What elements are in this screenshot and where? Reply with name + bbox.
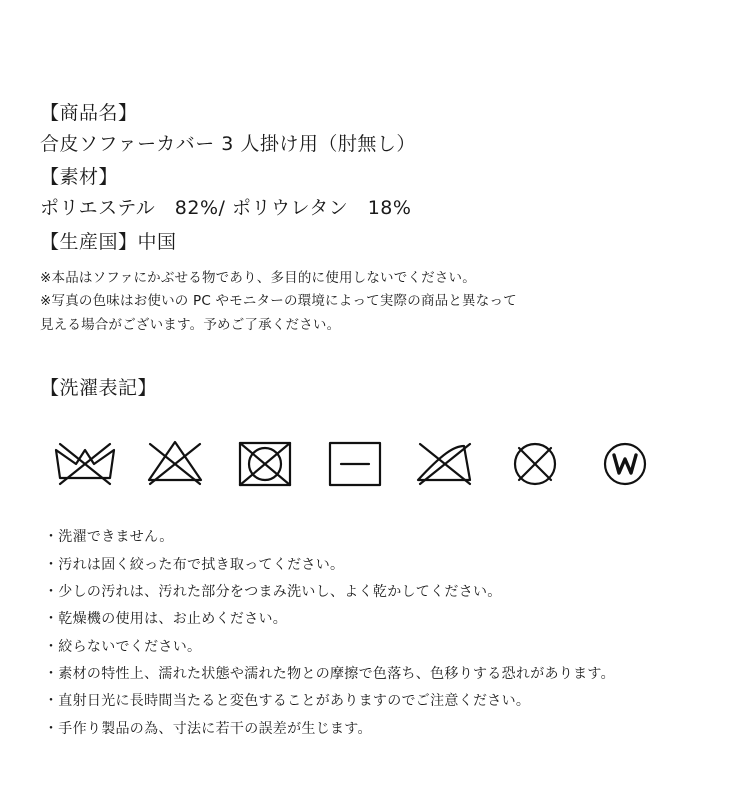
flat-dry-symbol xyxy=(318,428,392,490)
disclaimer-note-1: ※本品はソファにかぶせる物であり、多目的に使用しないでください。 xyxy=(40,269,476,286)
disclaimer-note-2: ※写真の色味はお使いの PC やモニターの環境によって実際の商品と異なって xyxy=(40,293,517,310)
care-instruction-list xyxy=(40,524,700,742)
list-item: ・直射日光に長時間当たると変色することがありますのでご注意ください。 xyxy=(44,693,531,710)
no-bleaching-symbol xyxy=(138,428,212,490)
wet-clean-symbol xyxy=(588,428,662,490)
list-item: ・洗濯できません。 xyxy=(44,529,174,546)
no-dry-clean-symbol xyxy=(498,428,572,490)
no-washing-symbol xyxy=(48,428,122,490)
list-item: ・乾燥機の使用は、お止めください。 xyxy=(44,611,288,628)
no-tumble-dry-symbol xyxy=(228,428,302,490)
material-value: ポリエステル 82%/ ポリウレタン 18% xyxy=(40,196,412,219)
list-item: ・素材の特性上、濡れた状態や濡れた物との摩擦で色落ち、色移りする恐れがあります。 xyxy=(44,665,615,682)
product-name-label: 【商品名】 xyxy=(40,102,138,124)
wash-symbol-row xyxy=(40,428,700,490)
list-item: ・汚れは固く絞った布で拭き取ってください。 xyxy=(44,556,345,573)
wash-care-heading: 【洗濯表記】 xyxy=(40,377,158,400)
product-name-value: 合皮ソファーカバー 3 人掛け用（肘無し） xyxy=(40,132,416,155)
list-item: ・少しの汚れは、汚れた部分をつまみ洗いし、よく乾かしてください。 xyxy=(44,584,502,601)
no-iron-symbol xyxy=(408,428,482,490)
disclaimer-notes xyxy=(40,267,700,338)
list-item: ・絞らないでください。 xyxy=(44,638,202,655)
origin-line: 【生産国】中国 xyxy=(40,231,177,254)
list-item: ・手作り製品の為、寸法に若干の誤差が生じます。 xyxy=(44,720,372,737)
material-label: 【素材】 xyxy=(40,166,119,189)
disclaimer-note-3: 見える場合がございます。予めご了承ください。 xyxy=(40,316,341,333)
